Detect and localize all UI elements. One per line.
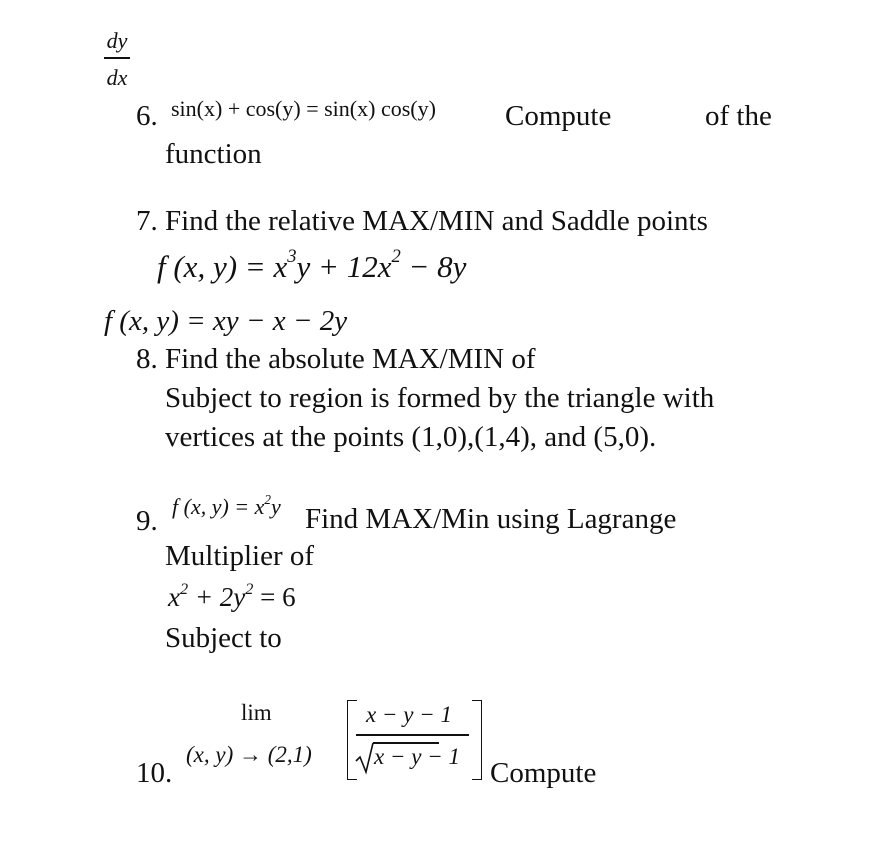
q10-sqrt-sign [355,741,375,775]
q6-frac-denominator: dx [106,64,128,90]
q8-line3: vertices at the points (1,0),(1,4), and (5,0). [165,421,657,453]
q6-frac-bar [104,57,130,59]
q9-number: 9. [136,505,158,537]
q8-function: f (x, y) = xy − x − 2y [104,305,348,337]
q10-approach: (x, y) → (2,1) [186,742,312,767]
q8-line1: 8. Find the absolute MAX/MIN of [136,343,536,375]
q9-function: f (x, $y) = x^2y$ [172,492,281,519]
q6-number: 6. [136,100,158,132]
q9-constraint: $x^2 + 2y^2 = 6$ [168,579,296,612]
q6-function-word: function [165,138,262,170]
q10-number: 10. [136,757,173,789]
q10-numerator: x − y − 1 [366,702,452,727]
q10-denominator: x − y − 1 [374,744,460,769]
q10-compute: Compute [490,757,597,789]
q8-line2: Subject to region is formed by the triangle with [165,382,715,414]
q10-right-bracket [472,700,482,780]
q9-text3: Subject to [165,622,282,654]
q6-of-the: of the [705,100,772,132]
q9-text2: Multiplier of [165,540,315,572]
q6-derivative-fraction [104,28,130,91]
q6-equation: sin(x) + cos(y) = sin(x) cos(y) [171,96,436,121]
q6-frac-numerator: dy [106,28,128,53]
q10-fraction-bar [356,734,469,736]
q7-text: 7. Find the relative MAX/MIN and Saddle points [136,205,708,237]
q6-compute: Compute [505,100,612,132]
q7-function: f (x, $y) = x^3y + 12x^2 - 8y$ [157,246,467,284]
q10-lim: lim [241,700,272,725]
q9-text1: Find MAX/Min using Lagrange [305,503,677,535]
